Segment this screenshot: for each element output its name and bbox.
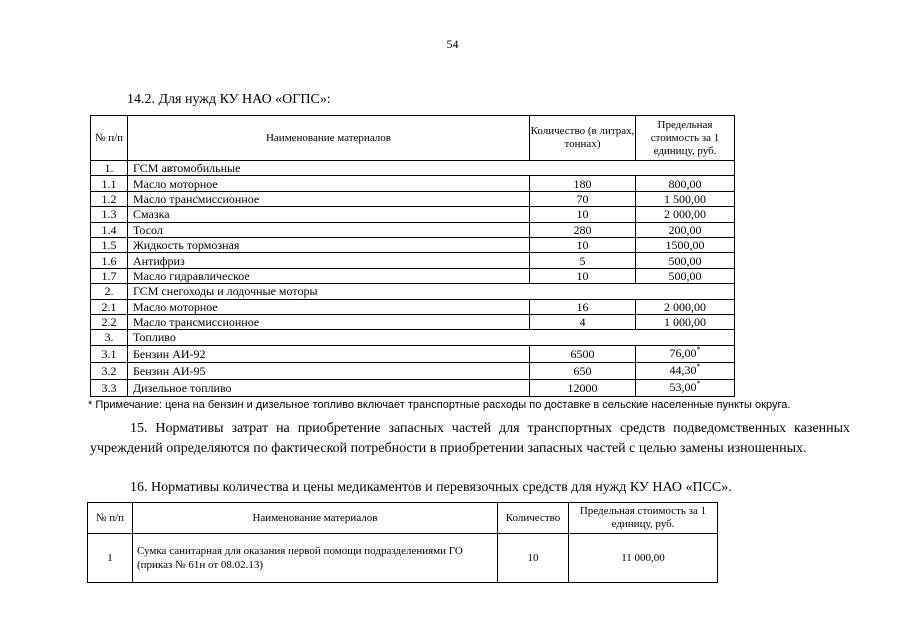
row-name: Тосол [128, 222, 530, 237]
header-qty: Количество [498, 503, 569, 534]
row-qty: 10 [530, 237, 636, 252]
row-price-cell [636, 345, 735, 362]
row-qty: 10 [498, 534, 569, 583]
materials-table-ogps [90, 115, 735, 397]
row-num: 1.4 [91, 222, 128, 237]
row-price: 800,00 [668, 176, 702, 191]
row-num: 1 [88, 534, 133, 583]
row-price: 200,00 [668, 222, 702, 237]
row-name: Масло гидравлическое [128, 268, 530, 283]
table-row [91, 207, 735, 222]
row-price: 11 000,00 [569, 534, 718, 583]
paragraph-15-text: 15. Нормативы затрат на приобретение запасных частей для транспортных средств подведомственных казенных учреждений определяются по фактической потребности в приобретении запасных частей с целью замены изношенных. [90, 421, 850, 456]
header-qty: Количество (в литрах, тоннах) [530, 116, 636, 161]
group-name: Топливо [128, 330, 735, 345]
group-row [91, 284, 735, 299]
row-price-cell [636, 299, 735, 314]
row-num: 1.1 [91, 176, 128, 191]
table-body [91, 161, 735, 397]
row-name: Масло трансмиссионное [128, 314, 530, 329]
header-name: Наименование материалов [133, 503, 498, 534]
row-price-cell [636, 253, 735, 268]
header-price: Предельная стоимость за 1 единицу, руб. [636, 116, 735, 161]
header-num: № п/п [88, 503, 133, 534]
row-qty: 280 [530, 222, 636, 237]
row-name: Дизельное топливо [128, 379, 530, 396]
row-price-cell [636, 268, 735, 283]
row-price: 44,30 [669, 362, 697, 377]
row-price-cell [636, 176, 735, 191]
footnote-mark: * [696, 361, 701, 371]
row-num: 2.2 [91, 314, 128, 329]
row-name: Смазка [128, 207, 530, 222]
row-name: Антифриз [128, 253, 530, 268]
medical-supplies-table-pss [87, 502, 718, 583]
paragraph-15 [90, 419, 850, 459]
table-row [91, 176, 735, 191]
row-price: 1 500,00 [664, 191, 706, 206]
row-name: Бензин АИ-95 [128, 362, 530, 379]
row-num: 2. [91, 284, 128, 299]
row-num: 2.1 [91, 299, 128, 314]
row-price: 2 000,00 [664, 207, 706, 222]
row-qty: 10 [530, 207, 636, 222]
footnote-mark: * [696, 344, 701, 354]
row-num: 1.2 [91, 191, 128, 206]
row-name: Бензин АИ-92 [128, 345, 530, 362]
row-name: Масло трансмиссионное [128, 191, 530, 206]
row-num: 3. [91, 330, 128, 345]
row-price-cell [636, 362, 735, 379]
table-header-row [88, 503, 718, 534]
table-row [88, 534, 718, 583]
table-row [91, 191, 735, 206]
row-num: 1.3 [91, 207, 128, 222]
section-14-2-heading: 14.2. Для нужд КУ НАО «ОГПС»: [127, 92, 331, 107]
group-name: ГСМ снегоходы и лодочные моторы [128, 284, 735, 299]
table-row [91, 222, 735, 237]
row-name: Масло моторное [128, 176, 530, 191]
table-row [91, 299, 735, 314]
row-qty: 180 [530, 176, 636, 191]
row-name: Жидкость тормозная [128, 237, 530, 252]
row-price: 1 000,00 [664, 315, 706, 330]
row-qty: 16 [530, 299, 636, 314]
table-row [91, 362, 735, 379]
page-number: 54 [446, 37, 459, 51]
table-body [88, 534, 718, 583]
row-price: 1500,00 [665, 238, 705, 253]
row-price-cell [636, 207, 735, 222]
header-num: № п/п [91, 116, 128, 161]
table-row [91, 237, 735, 252]
row-price-cell [636, 379, 735, 396]
row-qty: 70 [530, 191, 636, 206]
table-header-row [91, 116, 735, 161]
row-price: 500,00 [668, 268, 702, 283]
row-name: Сумка санитарная для оказания первой помощи подразделениями ГО (приказ № 61н от 08.02.13) [133, 534, 498, 583]
row-qty: 10 [530, 268, 636, 283]
table-row [91, 345, 735, 362]
group-row [91, 161, 735, 176]
group-name: ГСМ автомобильные [128, 161, 735, 176]
table-row [91, 314, 735, 329]
row-qty: 5 [530, 253, 636, 268]
row-num: 3.3 [91, 379, 128, 396]
table-row [91, 253, 735, 268]
row-num: 1.6 [91, 253, 128, 268]
row-num: 3.1 [91, 345, 128, 362]
row-qty: 12000 [530, 379, 636, 396]
row-num: 1.7 [91, 268, 128, 283]
table-row [91, 379, 735, 396]
row-qty: 6500 [530, 345, 636, 362]
row-price: 76,00 [669, 345, 697, 360]
row-num: 1.5 [91, 237, 128, 252]
row-price-cell [636, 191, 735, 206]
row-price: 500,00 [668, 253, 702, 268]
row-price: 2 000,00 [664, 299, 706, 314]
footnote-mark: * [696, 378, 701, 388]
row-price-cell [636, 222, 735, 237]
group-row [91, 330, 735, 345]
row-price-cell [636, 237, 735, 252]
row-price: 53,00 [669, 379, 697, 394]
price-note: * Примечание: цена на бензин и дизельное топливо включает транспортные расходы по доставке в сельские населенные пункты округа. [88, 399, 791, 411]
row-num: 3.2 [91, 362, 128, 379]
header-price: Предельная стоимость за 1 единицу, руб. [569, 503, 718, 534]
table-row [91, 268, 735, 283]
row-num: 1. [91, 161, 128, 176]
row-name: Масло моторное [128, 299, 530, 314]
section-16-heading: 16. Нормативы количества и цены медикаментов и перевязочных средств для нужд КУ НАО «ПСС». [130, 480, 732, 495]
row-qty: 4 [530, 314, 636, 329]
row-qty: 650 [530, 362, 636, 379]
header-name: Наименование материалов [128, 116, 530, 161]
row-price-cell [636, 314, 735, 329]
